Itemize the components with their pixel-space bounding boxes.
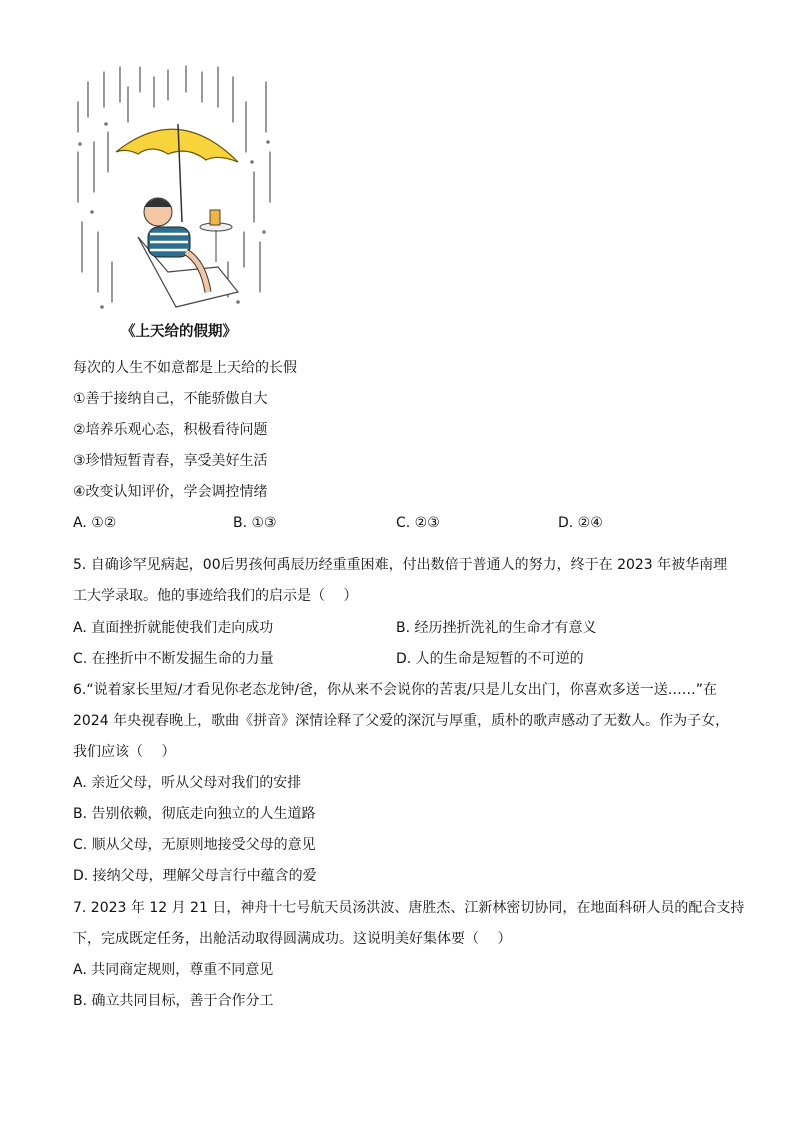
q4-option-d[interactable]: D. ②④ <box>558 515 603 531</box>
rain-umbrella-lounger-illustration <box>68 62 282 314</box>
illustration-caption: 《上天给的假期》 <box>121 323 237 340</box>
q5-stem-line2: 工大学录取。他的事迹给我们的启示是（ ） <box>73 588 358 604</box>
q7-option-b[interactable]: B. 确立共同目标，善于合作分工 <box>73 993 274 1009</box>
q6-stem-line3: 我们应该（ ） <box>73 744 176 760</box>
q7-stem-line2: 下，完成既定任务，出舱活动取得圆满成功。这说明美好集体要（ ） <box>73 931 512 947</box>
lead-text: 每次的人生不如意都是上天给的长假 <box>73 360 297 376</box>
q6-option-c[interactable]: C. 顺从父母，无原则地接受父母的意见 <box>73 837 316 853</box>
q5-option-c[interactable]: C. 在挫折中不断发掘生命的力量 <box>73 651 274 667</box>
q6-option-a[interactable]: A. 亲近父母，听从父母对我们的安排 <box>73 775 302 791</box>
q6-stem-line2: 2024 年央视春晚上，歌曲《拼音》深情诠释了父爱的深沉与厚重，质朴的歌声感动了无数人。作为子女， <box>73 713 730 729</box>
q6-stem-line1: 6.“说着家长里短/才看见你老态龙钟/爸，你从来不会说你的苦衷/只是儿女出门，你喜欢多送一送……”在 <box>73 682 718 698</box>
q6-option-b[interactable]: B. 告别依赖，彻底走向独立的人生道路 <box>73 806 316 822</box>
q4-option-c[interactable]: C. ②③ <box>396 515 440 531</box>
list-item: ②培养乐观心态，积极看待问题 <box>73 422 268 438</box>
q4-option-b[interactable]: B. ①③ <box>233 515 277 531</box>
list-item: ③珍惜短暂青春，享受美好生活 <box>73 453 268 469</box>
q5-option-d[interactable]: D. 人的生命是短暂的不可逆的 <box>396 651 584 667</box>
q7-option-a[interactable]: A. 共同商定规则，尊重不同意见 <box>73 962 274 978</box>
q5-stem-line1: 5. 自确诊罕见病起，00后男孩何禹辰历经重重困难，付出数倍于普通人的努力，终于在 2023 年被华南理 <box>73 557 728 573</box>
q5-option-b[interactable]: B. 经历挫折洗礼的生命才有意义 <box>396 620 597 636</box>
list-item: ①善于接纳自己，不能骄傲自大 <box>73 391 268 407</box>
q7-stem-line1: 7. 2023 年 12 月 21 日，神舟十七号航天员汤洪波、唐胜杰、江新林密切协同，在地面科研人员的配合支持 <box>73 900 745 916</box>
q5-option-a[interactable]: A. 直面挫折就能使我们走向成功 <box>73 620 274 636</box>
list-item: ④改变认知评价，学会调控情绪 <box>73 484 268 500</box>
q4-option-a[interactable]: A. ①② <box>73 515 117 531</box>
q6-option-d[interactable]: D. 接纳父母，理解父母言行中蕴含的爱 <box>73 868 317 884</box>
